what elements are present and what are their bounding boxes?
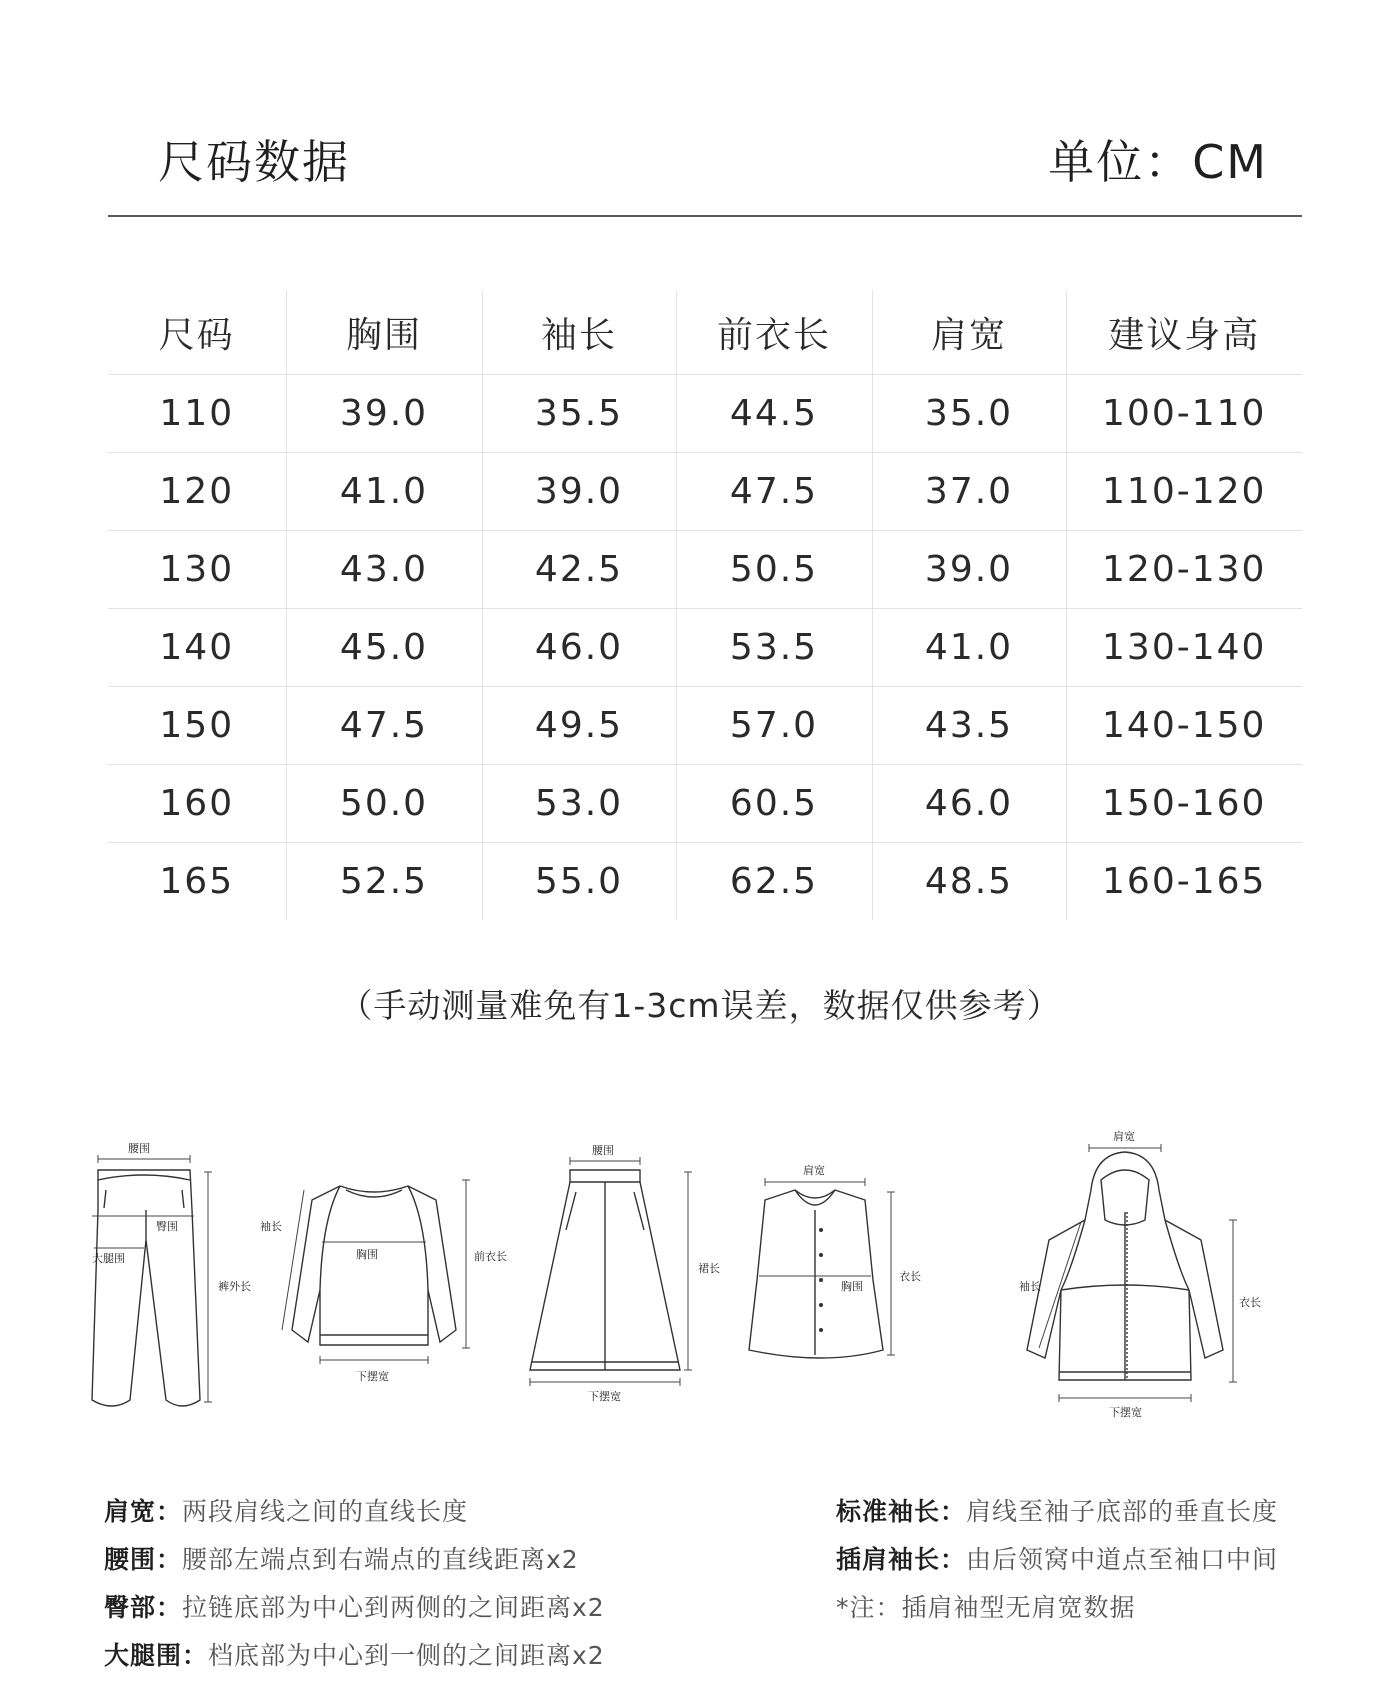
page-title: 尺码数据 [158,135,350,189]
table-cell: 140-150 [1066,687,1302,765]
table-cell: 50.5 [676,531,872,609]
table-cell: 46.0 [872,765,1066,843]
definition-value: 拉链底部为中心到两侧的之间距离x2 [182,1593,605,1622]
table-cell: 140 [108,609,286,687]
definition-item [836,1544,1278,1592]
definition-value: 两段肩线之间的直线长度 [182,1497,469,1526]
table-cell: 41.0 [872,609,1066,687]
jacket-hem-label: 下摆宽 [1109,1406,1142,1419]
definition-value: 由后领窝中道点至袖口中间 [966,1545,1279,1574]
table-cell: 150-160 [1066,765,1302,843]
table-cell: 45.0 [286,609,482,687]
pants-illustration [92,1142,251,1406]
definition-value: 肩线至袖子底部的垂直长度 [966,1497,1279,1526]
table-row [108,453,1302,531]
column-header: 尺码 [158,314,235,356]
skirt-hem-label: 下摆宽 [588,1390,621,1403]
vest-shoulder-label: 肩宽 [803,1164,825,1177]
table-cell: 48.5 [872,843,1066,921]
table-row [108,765,1302,843]
table-cell: 120-130 [1066,531,1302,609]
definition-item [104,1496,605,1544]
table-cell: 35.0 [872,375,1066,453]
skirt-length-label: 裙长 [698,1262,720,1275]
definition-key: 臀部： [104,1593,183,1622]
table-cell: 110-120 [1066,453,1302,531]
table-cell: 120 [108,453,286,531]
table-row [108,843,1302,921]
table-cell: 46.0 [482,609,676,687]
jacket-sleeve-label: 袖长 [1019,1280,1041,1293]
table-header-row [108,290,1302,375]
measurement-note: （手动测量难免有1-3cm误差，数据仅供参考） [339,986,1061,1025]
garment-diagrams [70,1130,1330,1420]
definitions-left [104,1496,605,1688]
definition-value: 档底部为中心到一侧的之间距离x2 [208,1641,605,1670]
jacket-shoulder-label: 肩宽 [1113,1130,1135,1143]
table-cell: 39.0 [482,453,676,531]
definition-item [104,1544,605,1592]
definition-key: 腰围： [104,1545,183,1574]
table-cell: 52.5 [286,843,482,921]
table-cell: 160-165 [1066,843,1302,921]
pants-length-label: 裤外长 [218,1280,251,1293]
sweater-illustration [260,1180,507,1383]
table-cell: 50.0 [286,765,482,843]
definition-item [836,1496,1278,1544]
table-cell: 47.5 [676,453,872,531]
footnote: *注：插肩袖型无肩宽数据 [836,1593,1136,1622]
definitions-right [836,1496,1278,1640]
column-header: 袖长 [482,290,676,375]
sweater-sleeve-label: 袖长 [260,1220,282,1233]
table-cell: 39.0 [286,375,482,453]
pants-hip-label: 臀围 [156,1220,178,1233]
definition-key: 大腿围： [104,1641,209,1670]
table-cell: 150 [108,687,286,765]
sweater-hem-label: 下摆宽 [356,1370,389,1383]
table-cell: 62.5 [676,843,872,921]
column-header: 肩宽 [872,290,1066,375]
vest-illustration [749,1163,921,1358]
skirt-illustration [530,1144,720,1403]
table-cell: 60.5 [676,765,872,843]
table-cell: 49.5 [482,687,676,765]
table-cell: 55.0 [482,843,676,921]
table-row [108,531,1302,609]
table-cell: 35.5 [482,375,676,453]
pants-thigh-label: 大腿围 [92,1252,125,1265]
table-cell: 44.5 [676,375,872,453]
table-cell: 57.0 [676,687,872,765]
definition-item [836,1592,1278,1640]
table-row [108,609,1302,687]
table-cell: 110 [108,375,286,453]
definition-key: 肩宽： [104,1497,183,1526]
column-header: 胸围 [286,290,482,375]
table-cell: 130 [108,531,286,609]
table-cell: 130-140 [1066,609,1302,687]
column-header: 前衣长 [676,290,872,375]
table-cell: 41.0 [286,453,482,531]
table-cell: 53.5 [676,609,872,687]
table-cell: 43.5 [872,687,1066,765]
definition-item [104,1592,605,1640]
header-divider [108,215,1302,217]
column-header: 建议身高 [1066,290,1302,375]
table-row [108,687,1302,765]
table-cell: 42.5 [482,531,676,609]
sweater-chest-label: 胸围 [356,1248,378,1261]
sweater-length-label: 前衣长 [474,1250,507,1263]
definition-key: 标准袖长： [836,1497,967,1526]
table-cell: 39.0 [872,531,1066,609]
table-cell: 53.0 [482,765,676,843]
vest-length-label: 衣长 [899,1270,921,1283]
jacket-length-label: 衣长 [1239,1296,1261,1309]
pants-waist-label: 腰围 [128,1142,150,1155]
definition-item [104,1640,605,1688]
size-table [108,290,1302,920]
unit-label: 单位：CM [1048,135,1268,189]
table-cell: 37.0 [872,453,1066,531]
table-cell: 47.5 [286,687,482,765]
skirt-waist-label: 腰围 [592,1144,614,1157]
table-cell: 43.0 [286,531,482,609]
jacket-illustration [1019,1130,1261,1419]
table-cell: 100-110 [1066,375,1302,453]
definition-value: 腰部左端点到右端点的直线距离x2 [182,1545,579,1574]
vest-chest-label: 胸围 [841,1280,863,1293]
table-cell: 165 [108,843,286,921]
definition-key: 插肩袖长： [836,1545,967,1574]
table-row [108,375,1302,453]
table-cell: 160 [108,765,286,843]
